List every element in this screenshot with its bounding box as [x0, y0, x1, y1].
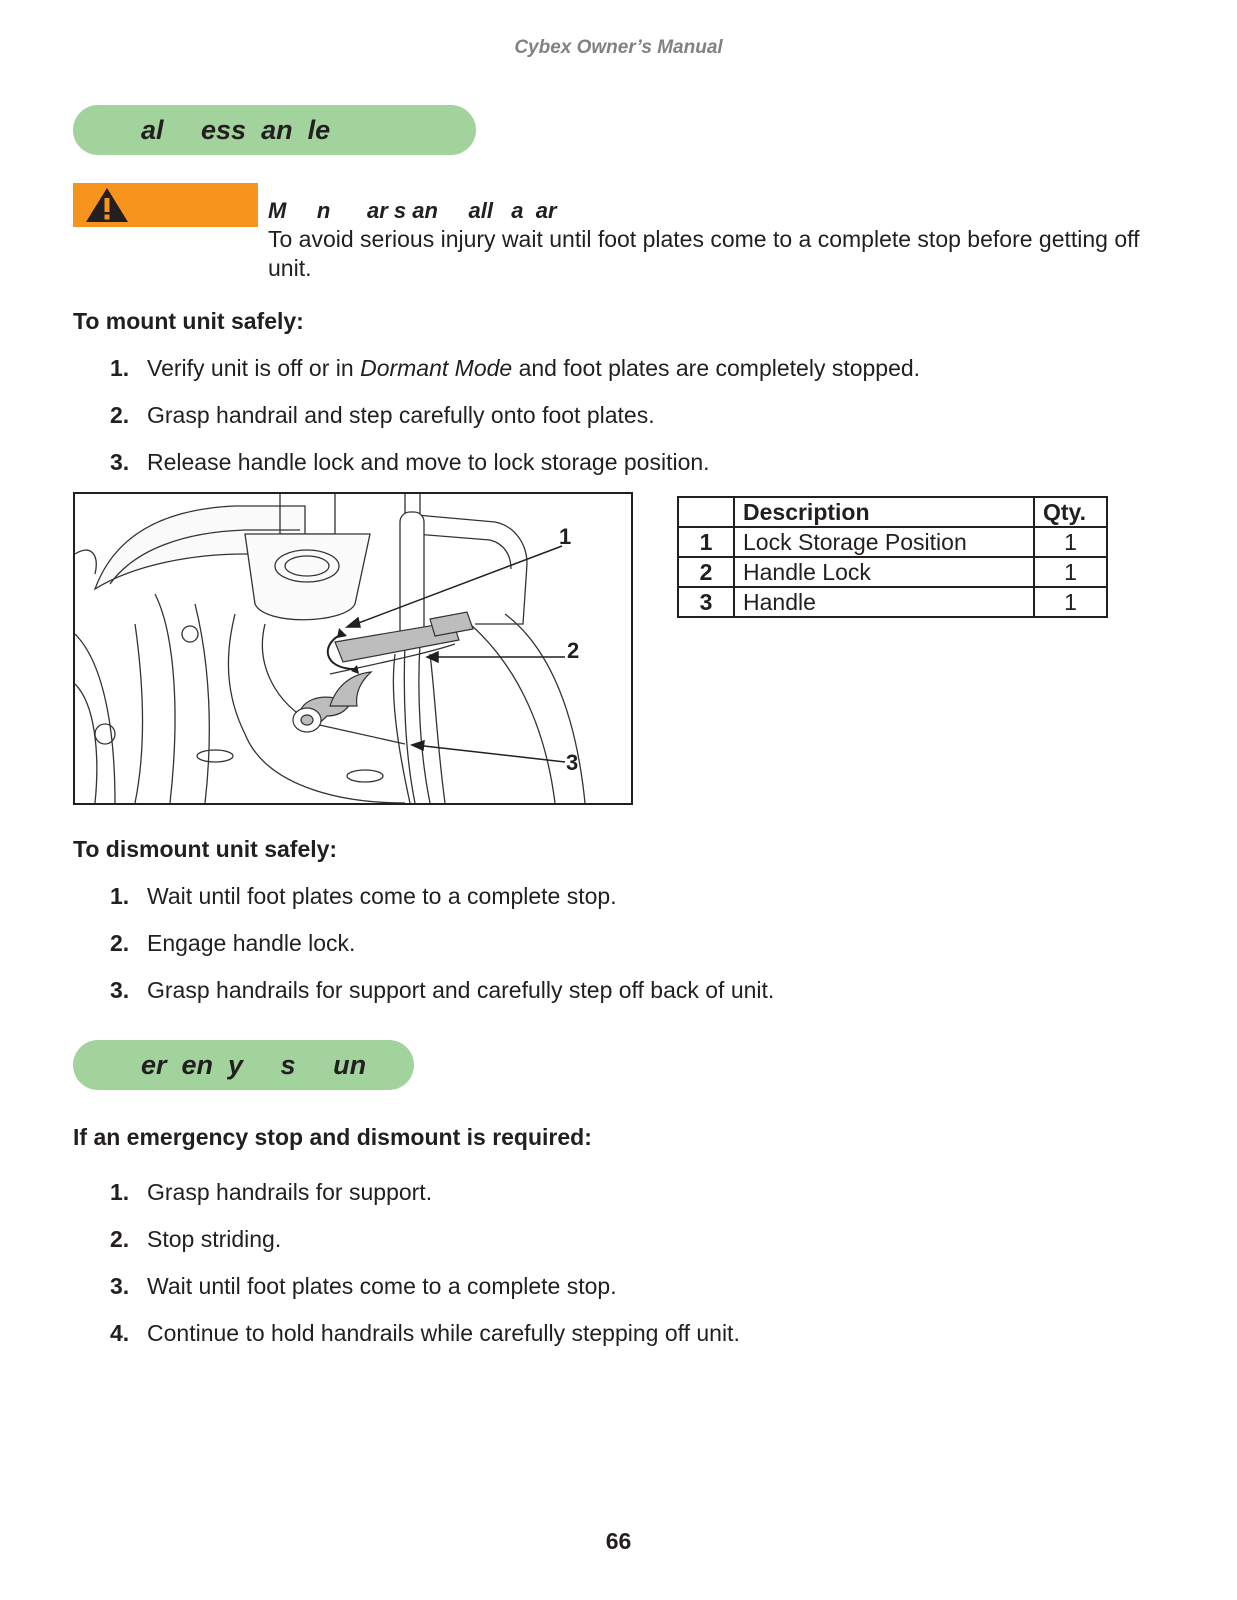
table-cell-qty: 1 [1034, 557, 1107, 587]
page-number: 66 [605, 1528, 632, 1554]
table-header-number [678, 497, 734, 527]
table-cell-description: Lock Storage Position [734, 527, 1034, 557]
table-cell-description: Handle Lock [734, 557, 1034, 587]
step-text-post: and foot plates are completely stopped. [512, 355, 921, 381]
step-number: 1. [110, 1179, 130, 1205]
emergency-heading: If an emergency stop and dismount is required: [73, 1124, 592, 1150]
warning-title: M n ar s an all a ar [268, 198, 557, 223]
step-text: Wait until foot plates come to a complete stop. [147, 1273, 617, 1299]
table-cell-number: 2 [678, 557, 734, 587]
step-number: 2. [110, 402, 130, 428]
warning-label [73, 183, 258, 227]
handle-lock-illustration [75, 494, 631, 803]
step-text-pre: Verify unit is off or in [147, 355, 361, 381]
mount-step [110, 402, 655, 429]
step-text: Grasp handrail and step carefully onto foot plates. [147, 402, 655, 428]
step-text: Continue to hold handrails while carefully stepping off unit. [147, 1320, 740, 1346]
dismount-heading: To dismount unit safely: [73, 836, 338, 862]
step-number: 2. [110, 930, 130, 956]
step-number: 1. [110, 883, 130, 909]
table-row [678, 587, 1107, 617]
step-number: 2. [110, 1226, 130, 1252]
running-header: Cybex Owner’s Manual [514, 37, 723, 58]
section-heading-mount-dismount: al ess an le [73, 105, 476, 155]
emergency-step [110, 1179, 432, 1206]
table-row [678, 527, 1107, 557]
callout-3: 3 [566, 750, 579, 775]
dismount-step [110, 977, 774, 1004]
emergency-step [110, 1273, 617, 1300]
step-text: Stop striding. [147, 1226, 282, 1252]
step-number: 3. [110, 977, 130, 1003]
table-cell-number: 3 [678, 587, 734, 617]
step-text-emphasis: Dormant Mode [360, 355, 513, 381]
dismount-step [110, 930, 355, 957]
step-text: Grasp handrails for support and carefully step off back of unit. [147, 977, 775, 1003]
step-number: 3. [110, 1273, 130, 1299]
table-cell-qty: 1 [1034, 587, 1107, 617]
table-header-row [678, 497, 1107, 527]
emergency-step [110, 1320, 740, 1347]
table-cell-description: Handle [734, 587, 1034, 617]
table-row [678, 557, 1107, 587]
step-number: 3. [110, 449, 130, 475]
table-cell-number: 1 [678, 527, 734, 557]
section-heading-emergency-dismount: er en y s un [73, 1040, 414, 1090]
table-header-qty: Qty. [1034, 497, 1107, 527]
warning-text: To avoid serious injury wait until foot plates come to a complete stop before getting off unit. [268, 226, 1140, 281]
handle-lock-figure [73, 492, 633, 805]
parts-table [677, 496, 1108, 618]
callout-2: 2 [567, 638, 580, 663]
mount-step [110, 355, 920, 382]
step-text: Release handle lock and move to lock storage position. [147, 449, 710, 475]
warning-triangle-icon [83, 185, 131, 225]
callout-1: 1 [559, 524, 572, 549]
emergency-step [110, 1226, 281, 1253]
table-header-description: Description [734, 497, 1034, 527]
step-text: Wait until foot plates come to a complete stop. [147, 883, 617, 909]
step-text: Grasp handrails for support. [147, 1179, 433, 1205]
mount-heading: To mount unit safely: [73, 308, 304, 334]
step-text: Engage handle lock. [147, 930, 356, 956]
table-cell-qty: 1 [1034, 527, 1107, 557]
dismount-step [110, 883, 617, 910]
step-number: 1. [110, 355, 130, 381]
step-number: 4. [110, 1320, 130, 1346]
mount-step [110, 449, 710, 476]
